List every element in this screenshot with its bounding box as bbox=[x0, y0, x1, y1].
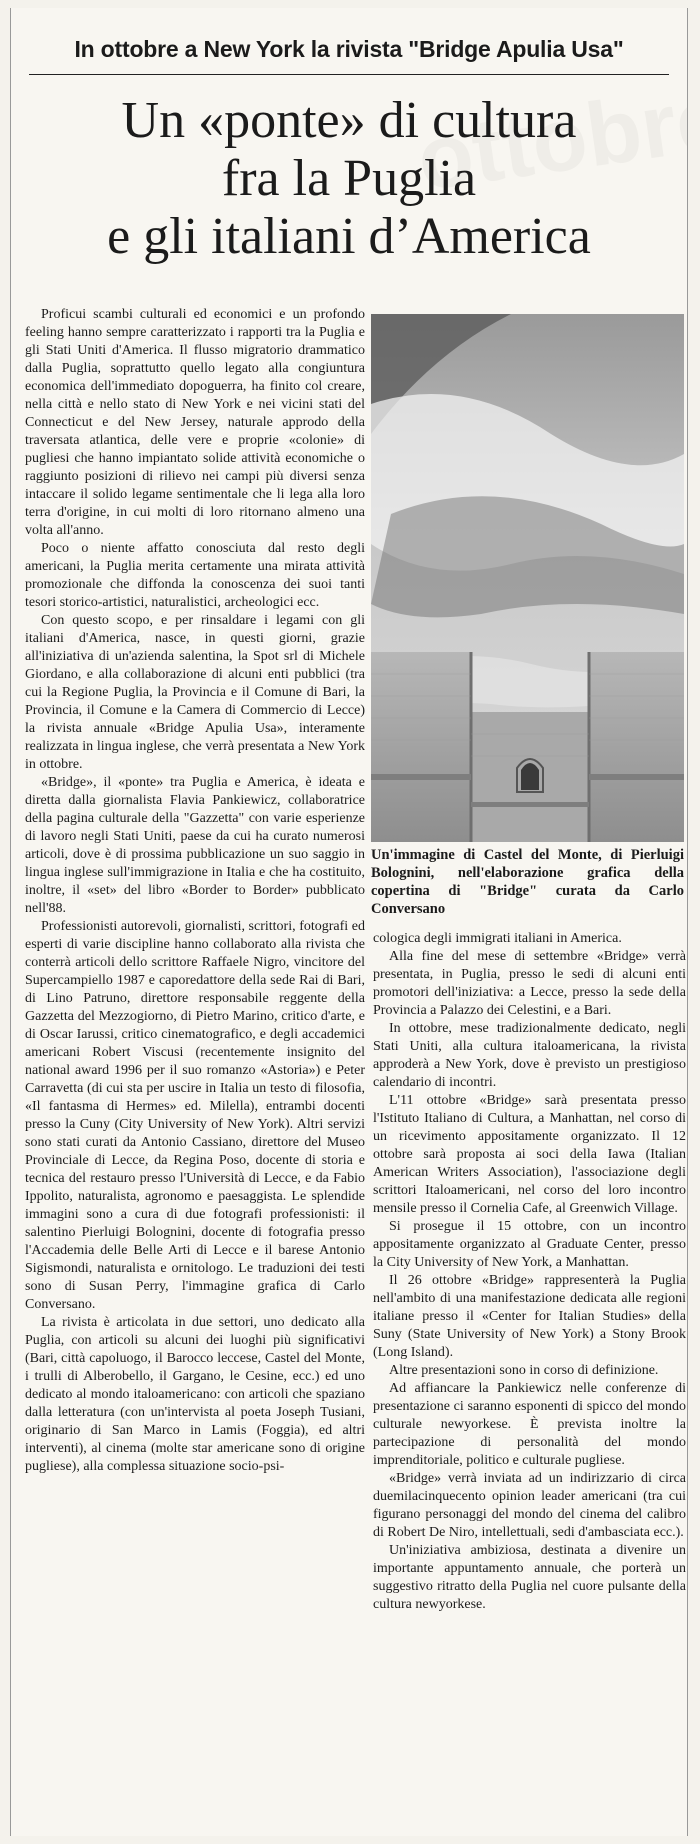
main-headline bbox=[29, 92, 669, 266]
paragraph: Poco o niente affatto conosciuta dal resto degli americani, la Puglia merita certamente una mirata attività promozionale che diffonda la conoscenza dei suoi tanti tesori storico-artistici, naturalistici, archeologici ecc. bbox=[25, 541, 365, 610]
paragraph: «Bridge», il «ponte» tra Puglia e America, è ideata e diretta dalla giornalista Flavia Pankiewicz, collaboratrice della pagina culturale della "Gazzetta" con varie esperienze di lavoro negli Stati Uniti, paese da cui ha curato numerosi articoli, dove è di prossima pubblicazione un suo saggio in lingua inglese sull'immigrazione in Italia e che ha costituito, inoltre, il «set» del libro «Border to Border» pubblicato nell'88. bbox=[25, 775, 365, 916]
paragraph: Proficui scambi culturali ed economici e un profondo feeling hanno sempre caratterizzato i rapporti tra la Puglia e gli Stati Uniti d'America. Il flusso migratorio drammatico dalla Puglia, soprattutto quello legato alla congiuntura economica dell'immediato dopoguerra, ha finito col creare, nella città e nello stato di New York e nei vicini stati del Connecticut e del New Jersey, naturale approdo della traversata atlantica, delle vere e proprie «colonie» di pugliesi che hanno impiantato solide attività economiche o raggiunto posizioni di rilievo nei campi più diversi senza intaccare il solido legame sentimentale che li lega alla loro terra d'origine, in cui molti di loro ritornano almeno una volta all'anno. bbox=[25, 307, 365, 538]
paragraph: «Bridge» verrà inviata ad un indirizzario di circa duemilacinquecento opinion leader americani (tra cui figurano personaggi del mondo del cinema del calibro di Robert De Niro, intellettuali, sedi d'ambasciata ecc.). bbox=[373, 1471, 686, 1540]
article-left-column bbox=[25, 306, 365, 1831]
article-right-column bbox=[373, 930, 686, 1830]
paragraph: Con questo scopo, e per rinsaldare i legami con gli italiani d'America, nasce, in questi giorni, grazie all'iniziativa di un'azienda salentina, la Spot srl di Michele Giordano, e alla collaborazione di alcuni enti pubblici (tra cui la Regione Puglia, la Provincia e il Comune di Bari, la Provincia, il Comune e la Camera di Commercio di Lecce) la rivista annuale «Bridge Apulia Usa», interamente realizzata in lingua inglese, che verrà presentata a New York in ottobre. bbox=[25, 613, 365, 772]
headline-line-2: fra la Puglia bbox=[221, 150, 477, 207]
paragraph: Ad affiancare la Pankiewicz nelle conferenze di presentazione ci saranno esponenti di spicco del mondo culturale newyorkese. È prevista inoltre la partecipazione di personalità del mondo imprenditoriale, politico e culturale pugliese. bbox=[373, 1381, 686, 1468]
paragraph: Si prosegue il 15 ottobre, con un incontro appositamente organizzato al Graduate Center, presso la City University of New York, a Manhattan. bbox=[373, 1219, 686, 1270]
paragraph: Il 26 ottobre «Bridge» rappresenterà la Puglia nell'ambito di una manifestazione dedicata alle regioni italiane presso il «Center for Italian Studies» della Suny (State University of New York) a Stony Brook (Long Island). bbox=[373, 1273, 686, 1360]
photo-caption: Un'immagine di Castel del Monte, di Pierluigi Bolognini, nell'elaborazione grafica della copertina di "Bridge" curata da Carlo Conversano bbox=[371, 847, 684, 917]
headline-line-1: Un «ponte» di cultura bbox=[121, 92, 577, 149]
paragraph: Alla fine del mese di settembre «Bridge» verrà presentata, in Puglia, presso le sedi di alcuni enti promotori dell'iniziativa: a Lecce, presso la sede della Provincia a Palazzo dei Celestini, e a Bari. bbox=[373, 949, 686, 1018]
kicker-headline: In ottobre a New York la rivista "Bridge Apulia Usa" bbox=[74, 36, 624, 62]
paragraph: La rivista è articolata in due settori, uno dedicato alla Puglia, con articoli su alcuni dei luoghi più significativi (Bari, città capoluogo, il Barocco leccese, Castel del Monte, i trulli di Alberobello, il Gargano, le Cesine, ecc.) ed uno dedicato al mondo italoamericano: con articoli che spaziano dalla letteratura (con un'intervista al poeta Joseph Tusiani, originario di San Marco in Lamis (Foggia), ed altri interventi), al cinema (molte star americane sono di origine pugliese), alla complessa situazione socio-psi- bbox=[25, 1315, 365, 1474]
paragraph: Professionisti autorevoli, giornalisti, scrittori, fotografi ed esperti di varie discipline hanno collaborato alla rivista che conterrà articoli dello scrittore Raffaele Nigro, vincitore del Supercampiello 1987 e caporedattore della sede Rai di Bari, di Lino Patruno, direttore responsabile reggente della Gazzetta del Mezzogiorno, di Pietro Marino, critico d'arte, e di Oscar Iarussi, critico cinematografico, e degli accademici americani Robert Viscusi (recentemente insignito del national award 1996 per il suo romanzo «Astoria») e Peter Carravetta (di cui sta per uscire in Italia un testo di filosofia, «Il fantasma di Hermes» ed. Milella), entrambi docenti presso la Cuny (City University of New York). Altri servizi sono stati curati da Antonio Cassiano, direttore del Museo Provinciale di Lecce, da Regina Poso, docente di storia e tecnica del restauro presso l'Università di Lecce, e da Fabio Ippolito, naturalista, agronomo e paesaggista. Le splendide immagini sono a cura di due fotografi professionisti: il salentino Pierluigi Bolognini, docente di fotografia presso l'Accademia delle Belle Arti di Lecce e il barese Antonio Sigismondi, naturalista e ornitologo. Le traduzioni dei testi sono di Susan Perry, l'immagine grafica di Carlo Conversano. bbox=[25, 919, 365, 1312]
castel-del-monte-photo bbox=[371, 314, 684, 842]
kicker-rule bbox=[29, 74, 669, 75]
paragraph: Altre presentazioni sono in corso di definizione. bbox=[389, 1363, 659, 1378]
paragraph: Un'iniziativa ambiziosa, destinata a divenire un importante appuntamento annuale, che porterà un suggestivo ritratto della Puglia nel cuore pulsante della cultura newyorkese. bbox=[373, 1543, 686, 1612]
headline-line-3: e gli italiani d’America bbox=[107, 208, 591, 265]
paragraph: In ottobre, mese tradizionalmente dedicato, negli Stati Uniti, alla cultura italoamericana, la rivista approderà a New York, dove è previsto un prestigioso calendario di incontri. bbox=[373, 1021, 686, 1090]
paragraph: L'11 ottobre «Bridge» sarà presentata presso l'Istituto Italiano di Cultura, a Manhattan, nel corso di un ricevimento appositamente organizzato. Il 12 ottobre sarà proposta ai soci della Iawa (Italian American Writers Association), l'associazione degli scrittori Italoamericani, nel corso del loro incontro mensile presso il Cornelia Cafe, al Greenwich Village. bbox=[373, 1093, 686, 1216]
paragraph: cologica degli immigrati italiani in America. bbox=[373, 931, 622, 946]
newspaper-clipping bbox=[10, 8, 688, 1836]
